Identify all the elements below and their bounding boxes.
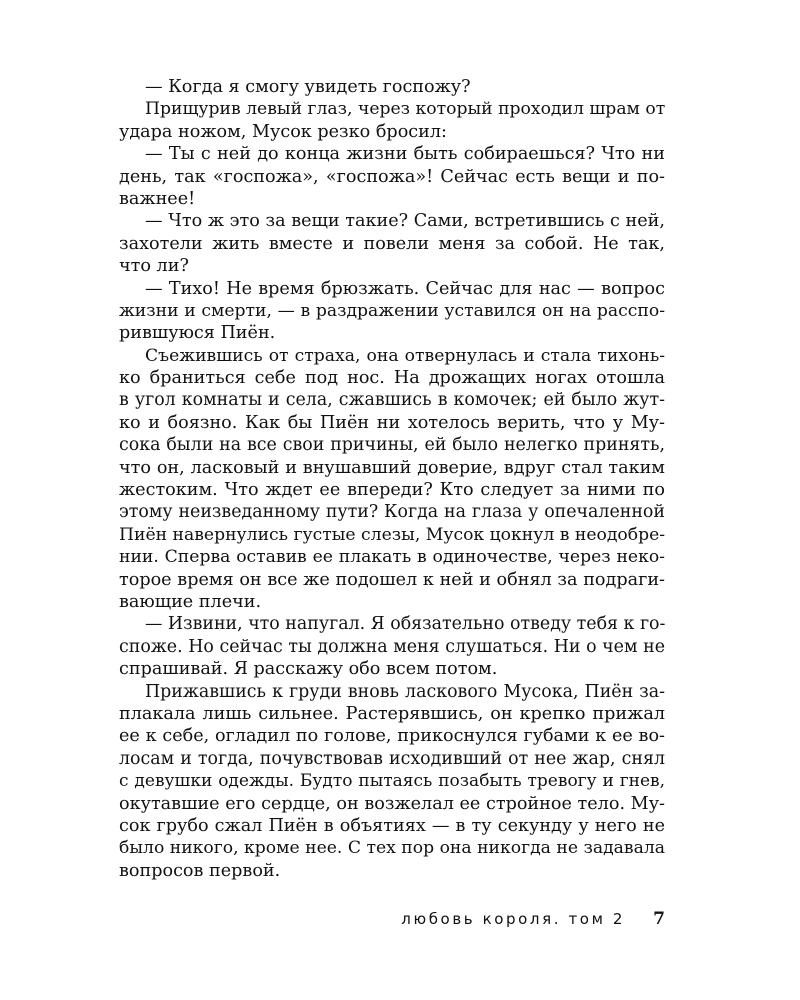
text-line: сока были на все свои причины, ей было нелегко принять, bbox=[119, 435, 665, 456]
text-line: Съежившись от страха, она отвернулась и стала тихонь- bbox=[145, 345, 665, 366]
text-line: жестоким. Что ждет ее впереди? Кто следует за ними по bbox=[119, 480, 665, 501]
text-line: было никого, кроме нее. С тех пор она никогда не задавала bbox=[119, 838, 666, 859]
text-line: что он, ласковый и внушавший доверие, вдруг стал таким bbox=[119, 457, 665, 478]
text-line: Пиён навернулись густые слезы, Мусок цокнул в неодобре- bbox=[119, 524, 666, 545]
text-line: окутавшие его сердце, он возжелал ее стройное тело. Му- bbox=[119, 793, 665, 814]
text-line: день, так «госпожа», «госпожа»! Сейчас есть вещи и по- bbox=[119, 166, 665, 187]
text-line: — Извини, что напугал. Я обязательно отведу тебя к го- bbox=[145, 614, 666, 635]
page-number: 7 bbox=[653, 909, 665, 929]
text-line: — Тихо! Не время брюзжать. Сейчас для нас — вопрос bbox=[145, 278, 665, 299]
text-line: спрашивай. Я расскажу обо всем потом. bbox=[119, 659, 498, 680]
text-line: жизни и смерти, — в раздражении уставился он на расспо- bbox=[119, 300, 665, 321]
text-line: нии. Сперва оставив ее плакать в одиночестве, через неко- bbox=[119, 547, 665, 568]
text-line: ее к себе, огладил по голове, прикоснулся губами к ее во- bbox=[119, 726, 665, 747]
text-line: этому неизведанному пути? Когда на глаза у опечаленной bbox=[119, 502, 665, 523]
text-line: сок грубо сжал Пиён в объятиях — в ту секунду у него не bbox=[119, 815, 665, 836]
text-line: торое время он все же подошел к ней и обнял за подраги- bbox=[119, 569, 665, 590]
text-line: вопросов первой. bbox=[119, 860, 281, 881]
text-line: вающие плечи. bbox=[119, 591, 262, 612]
body-text bbox=[119, 76, 665, 882]
text-line: удара ножом, Мусок резко бросил: bbox=[119, 121, 447, 142]
text-line: — Когда я смогу увидеть госпожу? bbox=[145, 77, 471, 97]
page-footer bbox=[119, 908, 665, 932]
text-line: что ли? bbox=[119, 256, 189, 277]
text-line: лосам и тогда, почувствовав исходивший от нее жар, снял bbox=[119, 748, 665, 769]
text-line: важнее! bbox=[119, 188, 196, 209]
text-line: Прижавшись к груди вновь ласкового Мусока, Пиён за- bbox=[145, 681, 665, 702]
text-line: — Что ж это за вещи такие? Сами, встретившись с ней, bbox=[145, 211, 665, 232]
text-line: с девушки одежды. Будто пытаясь позабыть тревогу и гнев, bbox=[119, 771, 665, 792]
text-line: захотели жить вместе и повели меня за собой. Не так, bbox=[119, 233, 665, 254]
running-title: любовь короля. том 2 bbox=[401, 910, 625, 928]
text-line: — Ты с ней до конца жизни быть собираешься? Что ни bbox=[145, 144, 665, 165]
text-line: рившуюся Пиён. bbox=[119, 323, 276, 344]
text-line: споже. Но сейчас ты должна меня слушаться. Ни о чем не bbox=[119, 636, 665, 657]
text-line: плакала лишь сильнее. Растерявшись, он крепко прижал bbox=[119, 703, 665, 724]
text-line: в угол комнаты и села, сжавшись в комочек; ей было жут- bbox=[119, 390, 665, 411]
text-line: Прищурив левый глаз, через который проходил шрам от bbox=[145, 99, 666, 120]
text-line: ко и боязно. Как бы Пиён ни хотелось верить, что у Му- bbox=[119, 412, 665, 433]
text-line: ко браниться себе под нос. На дрожащих ногах отошла bbox=[119, 368, 665, 389]
